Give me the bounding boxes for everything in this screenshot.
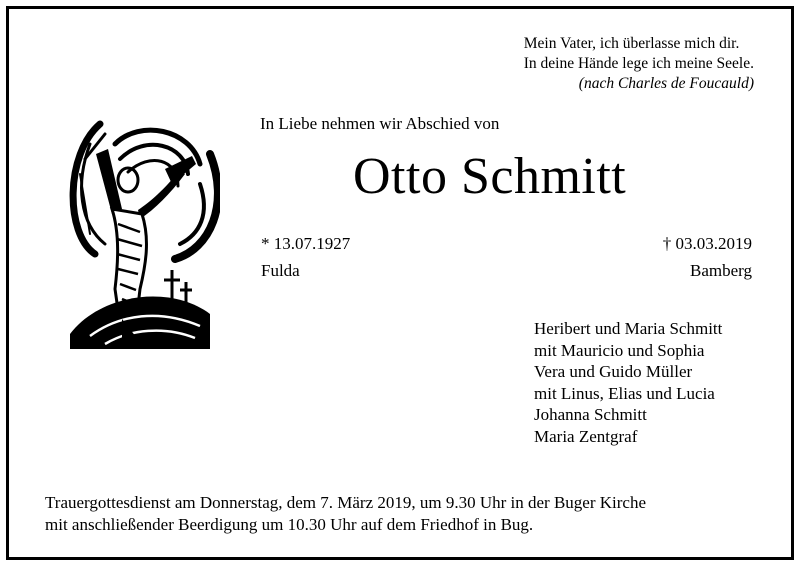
intro-text: In Liebe nehmen wir Abschied von [260, 114, 500, 133]
risen-christ-woodcut-icon [60, 114, 220, 354]
quote-line: In deine Hände lege ich meine Seele. [523, 55, 754, 72]
family-line: mit Mauricio und Sophia [534, 340, 705, 360]
family-line: Maria Zentgraf [534, 426, 638, 446]
family-line: Johanna Schmitt [534, 405, 647, 424]
birth-info [261, 230, 350, 284]
death-info [663, 230, 752, 284]
family-line: Heribert und Maria Schmitt [534, 319, 723, 338]
family-line: mit Linus, Elias und Lucia [534, 383, 715, 403]
deceased-name: Otto Schmitt [353, 148, 627, 205]
birth-place: Fulda [261, 261, 300, 280]
quote-source: (nach Charles de Foucauld) [578, 75, 754, 92]
service-line: Trauergottesdienst am Donnerstag, dem 7. März 2019, um 9.30 Uhr in der Buger Kirche [45, 493, 647, 512]
family-list [534, 318, 722, 447]
service-notice [45, 492, 646, 536]
birth-date: * 13.07.1927 [261, 234, 351, 253]
family-line: Vera und Guido Müller [534, 362, 693, 381]
death-date: † 03.03.2019 [662, 234, 752, 253]
death-place: Bamberg [689, 261, 752, 280]
quote-line: Mein Vater, ich überlasse mich dir. [523, 35, 740, 52]
quote-block [524, 34, 754, 94]
service-line: mit anschließender Beerdigung um 10.30 Uhr auf dem Friedhof in Bug. [45, 515, 534, 534]
